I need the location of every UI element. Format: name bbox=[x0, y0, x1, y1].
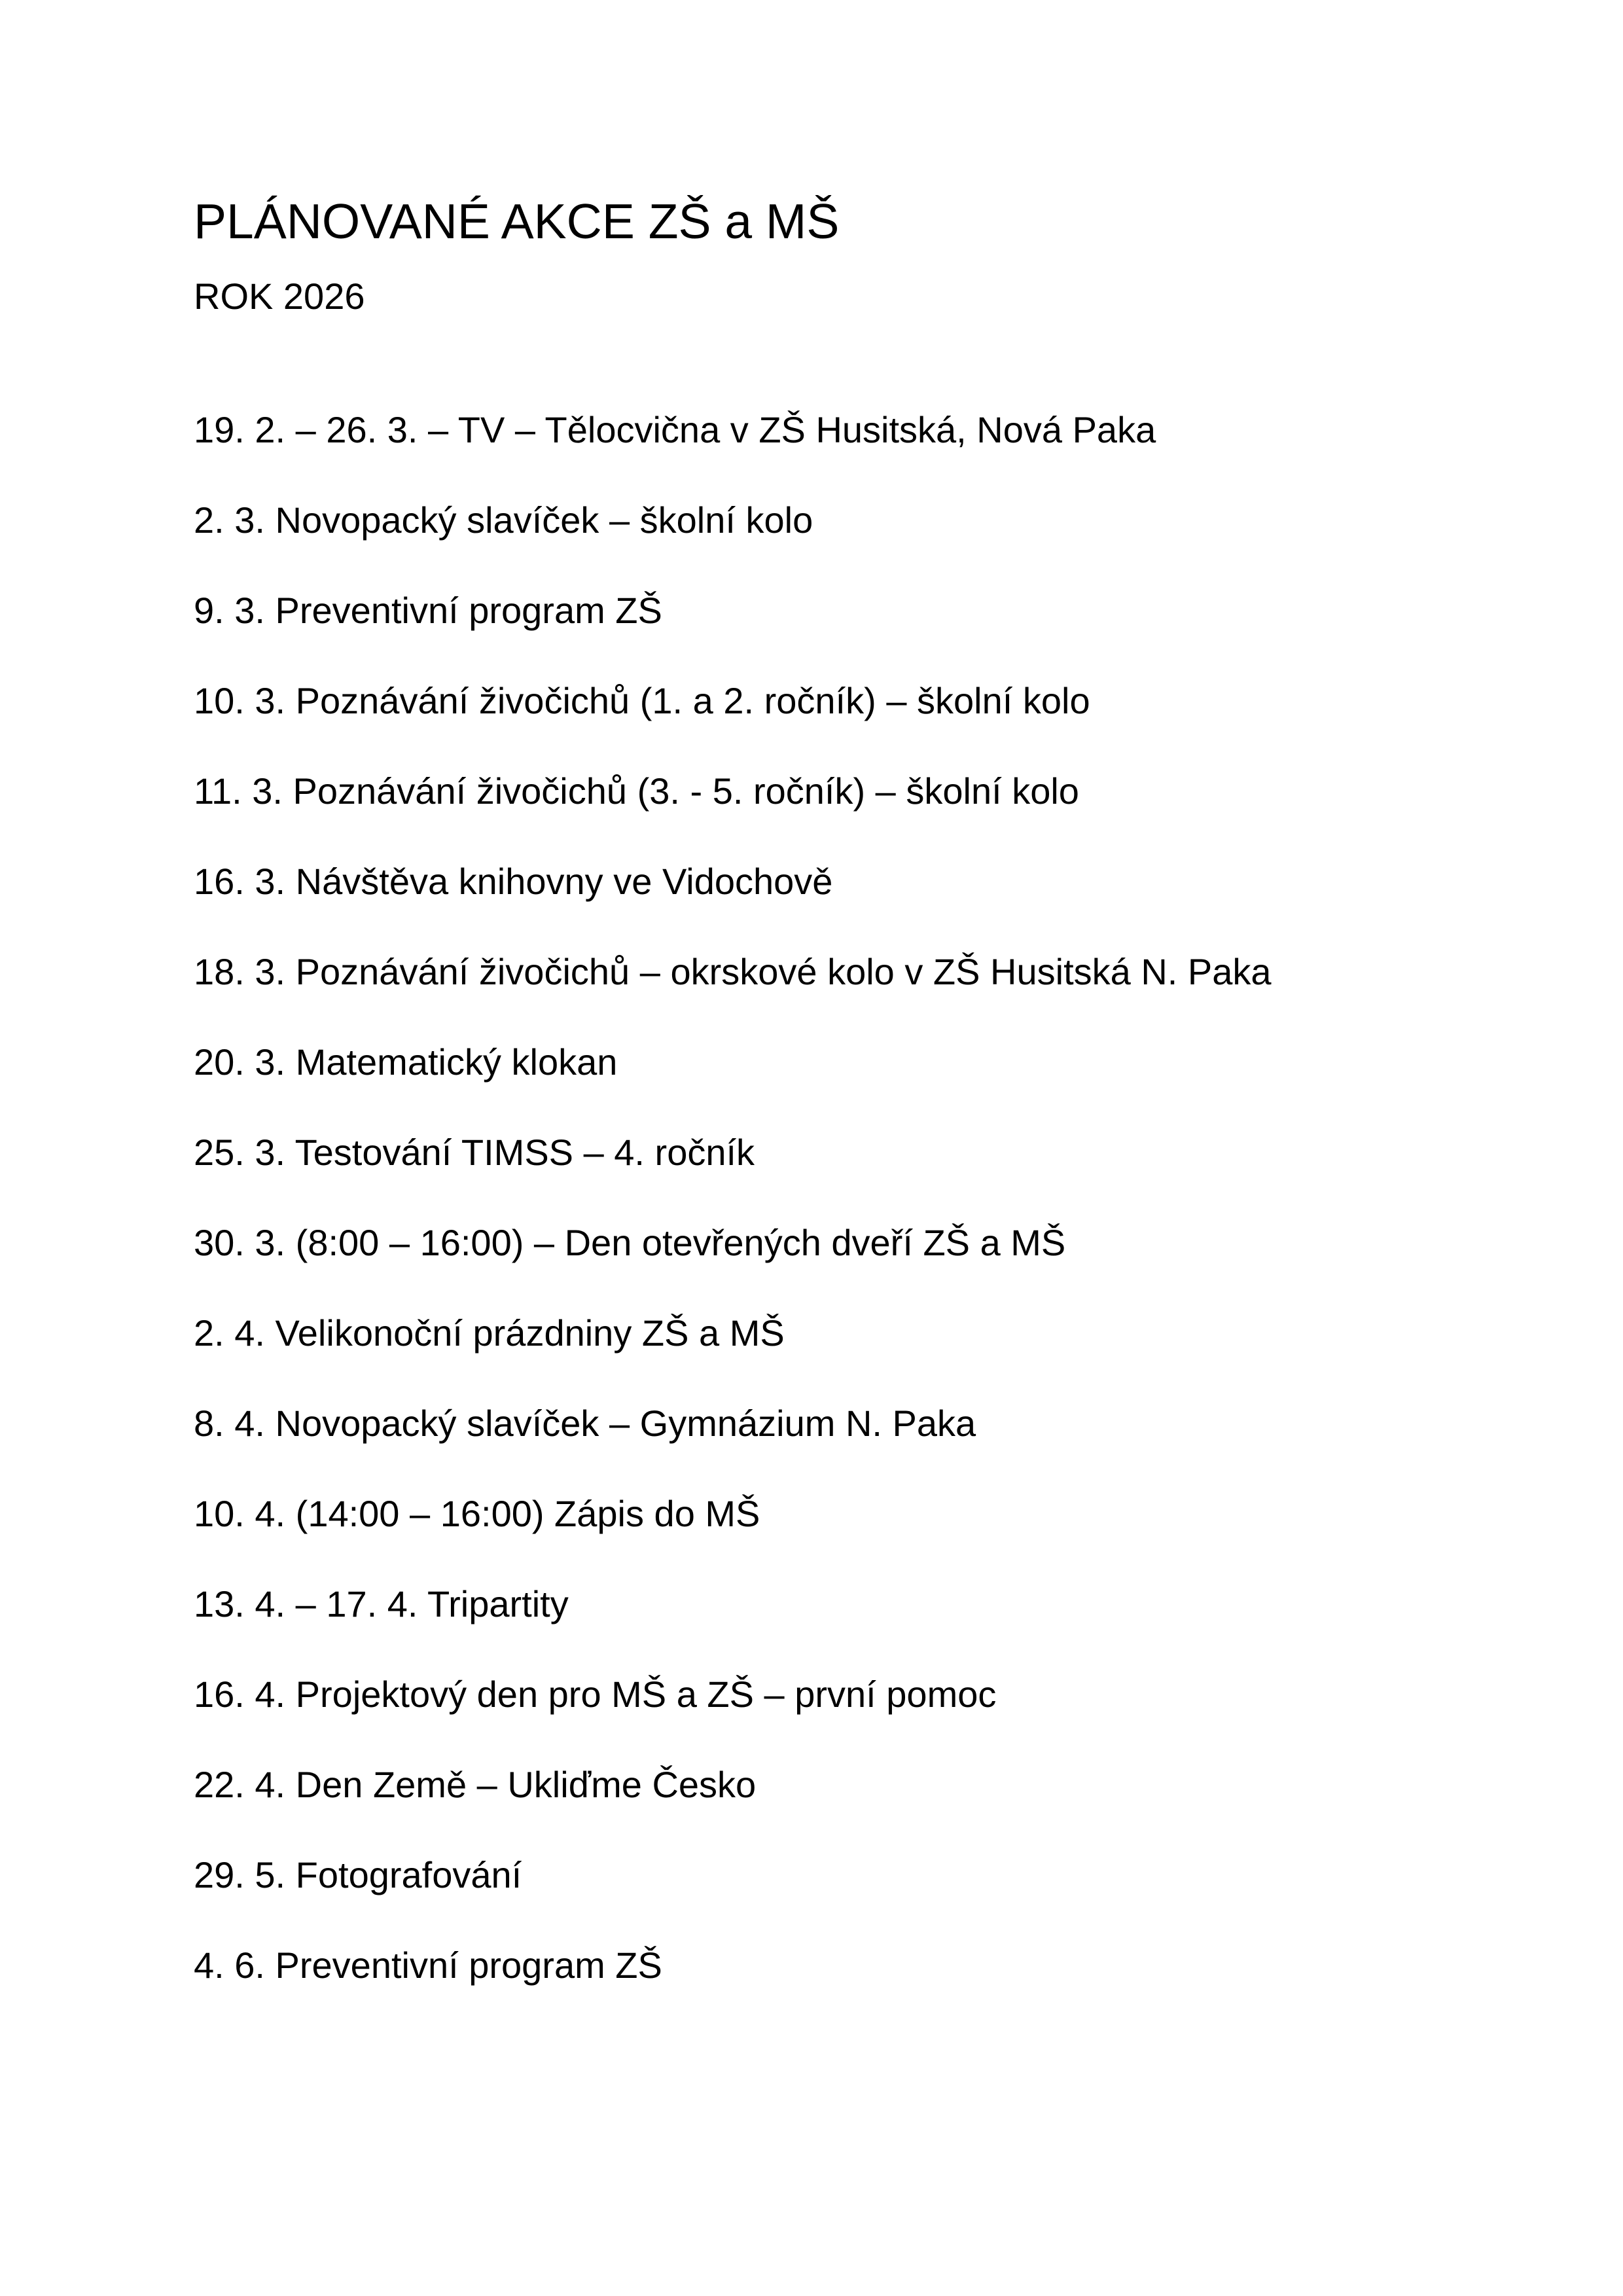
page-title: PLÁNOVANÉ AKCE ZŠ a MŠ bbox=[194, 194, 840, 249]
event-item: 4. 6. Preventivní program ZŠ bbox=[194, 1945, 662, 1986]
event-item: 10. 4. (14:00 – 16:00) Zápis do MŠ bbox=[194, 1493, 760, 1534]
event-item: 11. 3. Poznávání živočichů (3. - 5. ročník) – školní kolo bbox=[194, 770, 1079, 812]
event-item: 2. 3. Novopacký slavíček – školní kolo bbox=[194, 499, 813, 541]
page-subtitle: ROK 2026 bbox=[194, 276, 365, 317]
event-item: 29. 5. Fotografování bbox=[194, 1854, 522, 1895]
event-item: 16. 4. Projektový den pro MŠ a ZŠ – první pomoc bbox=[194, 1674, 997, 1715]
event-item: 13. 4. – 17. 4. Tripartity bbox=[194, 1583, 569, 1624]
event-item: 16. 3. Návštěva knihovny ve Vidochově bbox=[194, 861, 833, 902]
event-list bbox=[194, 404, 1272, 2030]
event-item: 18. 3. Poznávání živočichů – okrskové kolo v ZŠ Husitská N. Paka bbox=[194, 951, 1272, 992]
event-item: 10. 3. Poznávání živočichů (1. a 2. ročník) – školní kolo bbox=[194, 680, 1090, 721]
event-item: 25. 3. Testování TIMSS – 4. ročník bbox=[194, 1132, 755, 1173]
event-item: 19. 2. – 26. 3. – TV – Tělocvična v ZŠ Husitská, Nová Paka bbox=[194, 409, 1156, 450]
event-item: 30. 3. (8:00 – 16:00) – Den otevřených dveří ZŠ a MŠ bbox=[194, 1222, 1066, 1263]
event-item: 9. 3. Preventivní program ZŠ bbox=[194, 590, 662, 631]
event-item: 20. 3. Matematický klokan bbox=[194, 1041, 618, 1083]
event-item: 2. 4. Velikonoční prázdniny ZŠ a MŠ bbox=[194, 1312, 785, 1354]
event-item: 8. 4. Novopacký slavíček – Gymnázium N. Paka bbox=[194, 1403, 976, 1444]
event-item: 22. 4. Den Země – Ukliďme Česko bbox=[194, 1764, 757, 1805]
